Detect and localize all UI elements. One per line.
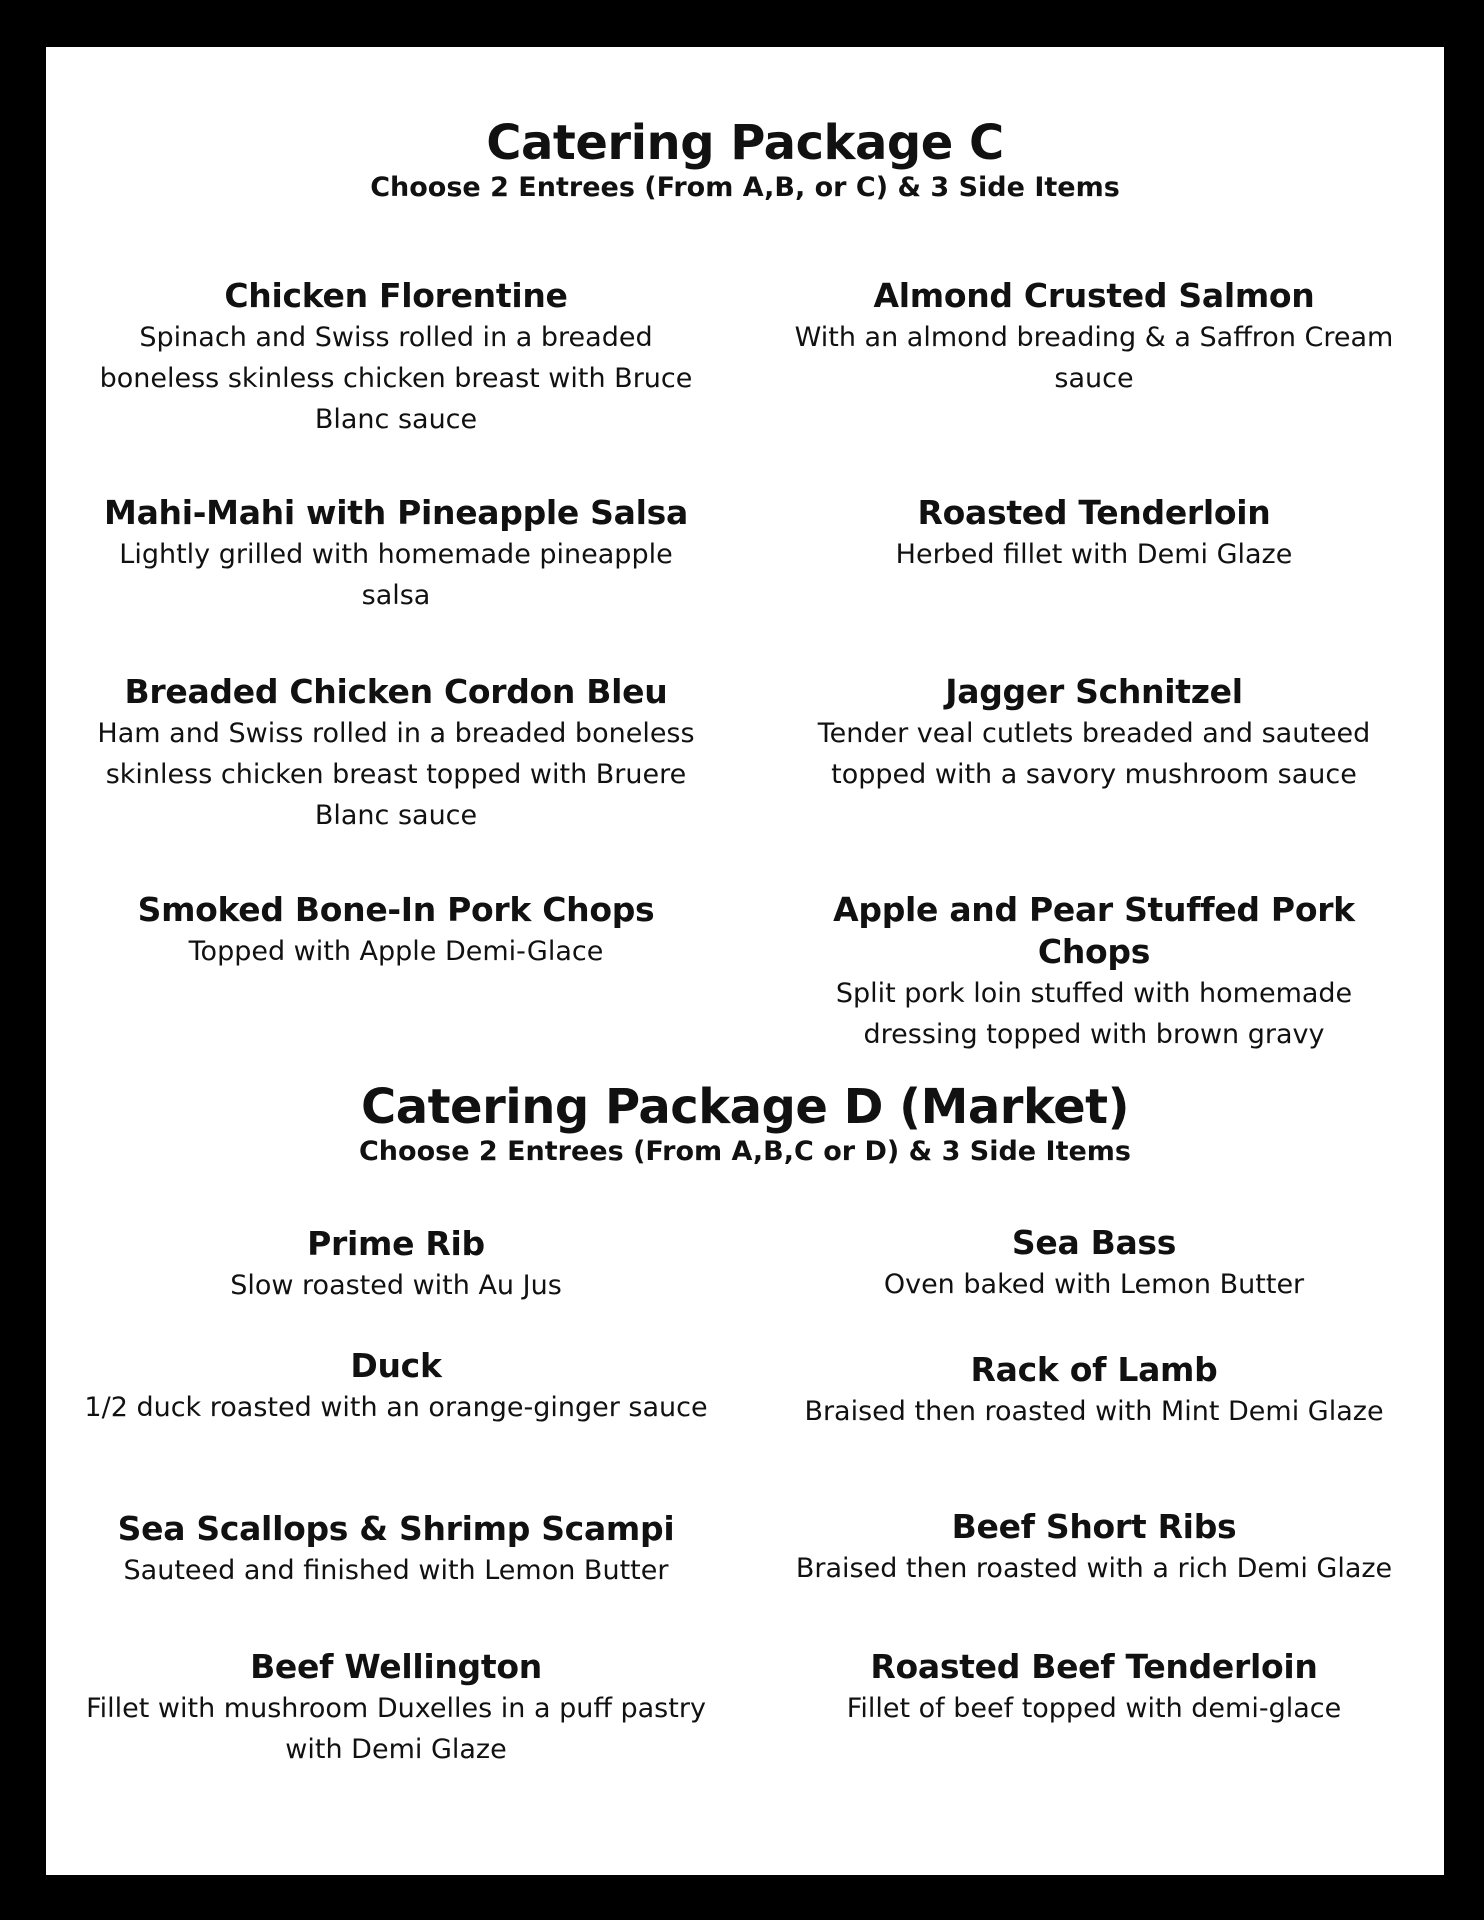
item-description: Tender veal cutlets breaded and sauteed topped with a savory mushroom sauce <box>817 718 1371 790</box>
item-description: Slow roasted with Au Jus <box>230 1270 562 1301</box>
item-description: Topped with Apple Demi-Glace <box>188 936 604 967</box>
item-name: Breaded Chicken Cordon Bleu <box>124 672 668 711</box>
item-name: Prime Rib <box>307 1224 485 1263</box>
menu-page <box>46 47 1444 1875</box>
menu-item-roasted-tenderloin <box>774 492 1414 575</box>
item-name: Chicken Florentine <box>224 276 568 315</box>
menu-item-sea-bass <box>774 1222 1414 1305</box>
item-description: Spinach and Swiss rolled in a breaded boneless skinless chicken breast with Bruce Blanc sauce <box>99 322 693 435</box>
menu-item-rack-of-lamb <box>774 1349 1414 1432</box>
menu-item-beef-wellington <box>76 1646 716 1770</box>
menu-item-scallops-shrimp-scampi <box>76 1508 716 1591</box>
item-name: Beef Wellington <box>250 1647 542 1686</box>
item-name: Almond Crusted Salmon <box>873 276 1315 315</box>
menu-item-smoked-pork-chops <box>76 889 716 972</box>
package-d-subtitle: Choose 2 Entrees (From A,B,C or D) & 3 Side Items <box>358 1136 1131 1167</box>
menu-item-roasted-beef-tenderloin <box>774 1646 1414 1729</box>
item-name: Smoked Bone-In Pork Chops <box>137 890 655 929</box>
item-description: With an almond breading & a Saffron Cream sauce <box>794 322 1394 394</box>
item-description: Fillet with mushroom Duxelles in a puff pastry with Demi Glaze <box>86 1693 706 1765</box>
item-name: Mahi-Mahi with Pineapple Salsa <box>104 493 688 532</box>
item-description: Braised then roasted with Mint Demi Glaze <box>804 1396 1384 1427</box>
item-name: Beef Short Ribs <box>951 1507 1237 1546</box>
item-description: Fillet of beef topped with demi-glace <box>846 1693 1342 1724</box>
item-description: Sauteed and finished with Lemon Butter <box>123 1555 669 1586</box>
menu-item-prime-rib <box>76 1223 716 1306</box>
menu-item-duck <box>76 1345 716 1428</box>
item-name: Duck <box>350 1346 442 1385</box>
item-description: Lightly grilled with homemade pineapple salsa <box>119 539 673 611</box>
item-description: Ham and Swiss rolled in a breaded boneless skinless chicken breast topped with Bruere Blanc sauce <box>97 718 695 831</box>
item-name: Roasted Tenderloin <box>917 493 1271 532</box>
item-name: Sea Bass <box>1011 1223 1177 1262</box>
item-name: Rack of Lamb <box>970 1350 1218 1389</box>
menu-item-chicken-florentine <box>76 275 716 440</box>
package-d-title: Catering Package D (Market) <box>360 1079 1130 1135</box>
menu-item-stuffed-pork-chops <box>774 889 1414 1055</box>
package-c-header <box>46 115 1444 205</box>
package-c-subtitle: Choose 2 Entrees (From A,B, or C) & 3 Side Items <box>370 172 1120 203</box>
menu-item-mahi-mahi <box>76 492 716 616</box>
item-name: Apple and Pear Stuffed Pork Chops <box>833 890 1355 971</box>
item-name: Sea Scallops & Shrimp Scampi <box>117 1509 675 1548</box>
menu-item-almond-crusted-salmon <box>774 275 1414 399</box>
item-description: Braised then roasted with a rich Demi Glaze <box>795 1553 1393 1584</box>
package-d-header <box>46 1079 1444 1169</box>
item-description: Herbed fillet with Demi Glaze <box>895 539 1293 570</box>
menu-item-chicken-cordon-bleu <box>76 671 716 836</box>
item-name: Jagger Schnitzel <box>945 672 1243 711</box>
item-description: 1/2 duck roasted with an orange-ginger sauce <box>84 1392 708 1423</box>
package-c-title: Catering Package C <box>486 115 1004 171</box>
menu-item-jagger-schnitzel <box>774 671 1414 795</box>
item-name: Roasted Beef Tenderloin <box>870 1647 1318 1686</box>
item-description: Split pork loin stuffed with homemade dressing topped with brown gravy <box>835 978 1353 1050</box>
menu-item-beef-short-ribs <box>774 1506 1414 1589</box>
item-description: Oven baked with Lemon Butter <box>883 1269 1305 1300</box>
